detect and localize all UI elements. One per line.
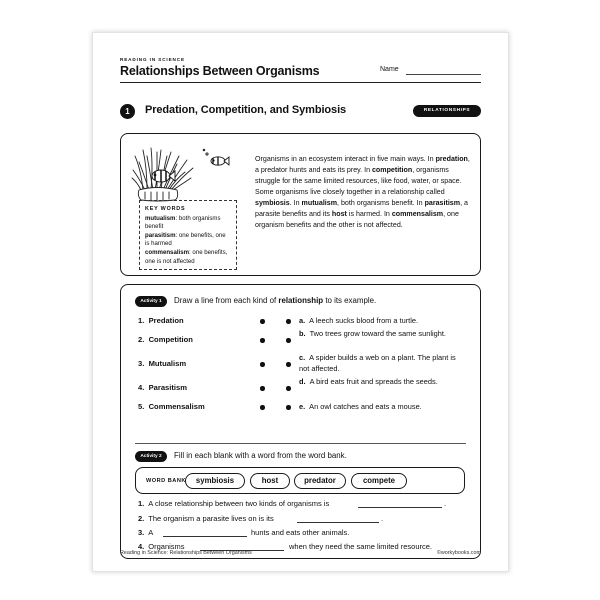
name-label: Name [380,66,399,73]
item-number: 1. [138,499,145,508]
item-label: Commensalism [148,402,205,411]
item-text: The organism a parasite lives on is its [148,514,274,523]
passage-term: predation [435,155,468,163]
item-number: 4. [138,383,145,392]
passage-term: mutualism [301,199,338,207]
key-word-term: mutualism [145,214,176,222]
relationship-item [138,335,193,344]
passage-term: symbiosis [255,199,290,207]
example-letter: e. [299,402,306,411]
item-label: Competition [148,335,193,344]
passage-text: , a predator hunts and eats its prey. In [255,155,470,174]
passage-term: parasitism [424,199,461,207]
name-field-line[interactable] [406,74,481,75]
item-text: Organisms [148,542,185,551]
section-title: Predation, Competition, and Symbiosis [145,104,347,116]
example-item [299,328,461,339]
section-badge: RELATIONSHIPS [413,105,481,117]
match-dot-right[interactable] [286,338,291,343]
fill-in-item [138,499,329,508]
key-word-definition: : one benefits, one is harmed [145,231,226,248]
activity-2-instruction: Fill in each blank with a word from the word bank. [174,451,347,460]
word-bank [135,467,465,494]
word-bank-word[interactable]: compete [351,473,407,489]
example-letter: b. [299,329,306,338]
item-label: Parasitism [148,383,187,392]
example-text: A spider builds a web on a plant. The plant is not affected. [299,353,456,373]
key-words-box [139,200,237,270]
worksheet-page [92,32,509,572]
word-bank-word[interactable]: symbiosis [185,473,245,489]
item-number: 3. [138,359,145,368]
item-label: Predation [148,316,184,325]
match-dot-left[interactable] [260,362,265,367]
passage-text: , one organism benefits and the other is not affected. [255,210,459,229]
word-bank-word[interactable]: predator [294,473,346,489]
section-number: 1 [120,104,135,119]
item-number: 5. [138,402,145,411]
match-dot-left[interactable] [260,338,265,343]
example-text: A bird eats fruit and spreads the seeds. [309,377,438,386]
word-bank-label: WORD BANK [146,478,186,484]
key-word-term: commensalism [145,248,190,256]
activity-1-badge: Activity 1 [135,296,167,307]
example-text: Two trees grow toward the same sunlight. [309,329,446,338]
match-dot-right[interactable] [286,319,291,324]
page-title: Relationships Between Organisms [120,64,320,78]
passage-term: commensalism [391,210,444,218]
instruction-keyword: relationship [278,296,324,305]
match-dot-right[interactable] [286,405,291,410]
instruction-text: to its example. [323,296,377,305]
footer-title: Reading in Science: Relationships Between Organisms [120,550,252,556]
item-text-after: when they need the same limited resource. [289,542,432,551]
key-word-entry [145,215,231,232]
example-letter: c. [299,353,306,362]
item-number: 2. [138,514,145,523]
fill-in-item [138,514,274,523]
item-number: 4. [138,542,145,551]
item-text-after: hunts and eats other animals. [251,528,350,537]
match-dot-left[interactable] [260,386,265,391]
item-number: 3. [138,528,145,537]
item-text: A [148,528,154,537]
reading-passage [255,154,473,231]
item-number: 1. [138,316,145,325]
answer-blank[interactable] [297,522,379,523]
key-word-definition: : both organisms benefit [145,214,221,231]
passage-text: , organisms struggle for the same limited resources, like food, water, or space. Some organisms live closely together in a relationship called [255,166,462,196]
item-text-after: . [381,514,384,523]
example-text: An owl catches and eats a mouse. [309,402,422,411]
activity-divider [135,443,466,444]
example-text: A leech sucks blood from a turtle. [309,316,419,325]
answer-blank[interactable] [358,507,442,508]
key-word-definition: : one benefits, one is not affected [145,248,228,265]
header-kicker: READING IN SCIENCE [120,57,185,62]
example-item [299,315,461,326]
relationship-item [138,316,184,325]
word-bank-word[interactable]: host [250,473,290,489]
passage-text: is harmed. In [346,210,392,218]
item-label: Mutualism [148,359,187,368]
match-dot-left[interactable] [260,405,265,410]
passage-text: Organisms in an ecosystem interact in five main ways. In [255,155,436,163]
relationship-item [138,383,187,392]
activities-box [120,284,481,559]
header-divider [120,82,481,83]
item-text: A close relationship between two kinds of organisms is [148,499,330,508]
example-item [299,401,461,412]
footer-credit: ©workybooks.com [436,550,481,556]
passage-text: . In [289,199,302,207]
passage-term: competition [371,166,413,174]
item-text-after: . [444,499,447,508]
fill-in-item [138,528,153,537]
relationship-item [138,359,186,368]
key-word-entry [145,232,231,249]
example-letter: a. [299,316,306,325]
answer-blank[interactable] [163,536,247,537]
example-item [299,352,461,374]
passage-term: host [331,210,347,218]
key-word-entry [145,249,231,266]
activity-1-instruction [174,296,376,305]
passage-text: , a parasite benefits and its [255,199,468,218]
example-item [299,376,461,387]
relationship-item [138,402,205,411]
instruction-text: Draw a line from each kind of [174,296,279,305]
key-word-term: parasitism [145,231,176,239]
activity-2-badge: Activity 2 [135,451,167,462]
passage-text: , both organisms benefit. In [337,199,425,207]
match-dot-left[interactable] [260,319,265,324]
match-dot-right[interactable] [286,386,291,391]
sea-anemone-and-clownfish-icon [131,142,237,202]
item-number: 2. [138,335,145,344]
example-letter: d. [299,377,306,386]
match-dot-right[interactable] [286,362,291,367]
key-words-title: KEY WORDS [145,206,186,212]
reading-passage-box [120,133,481,276]
